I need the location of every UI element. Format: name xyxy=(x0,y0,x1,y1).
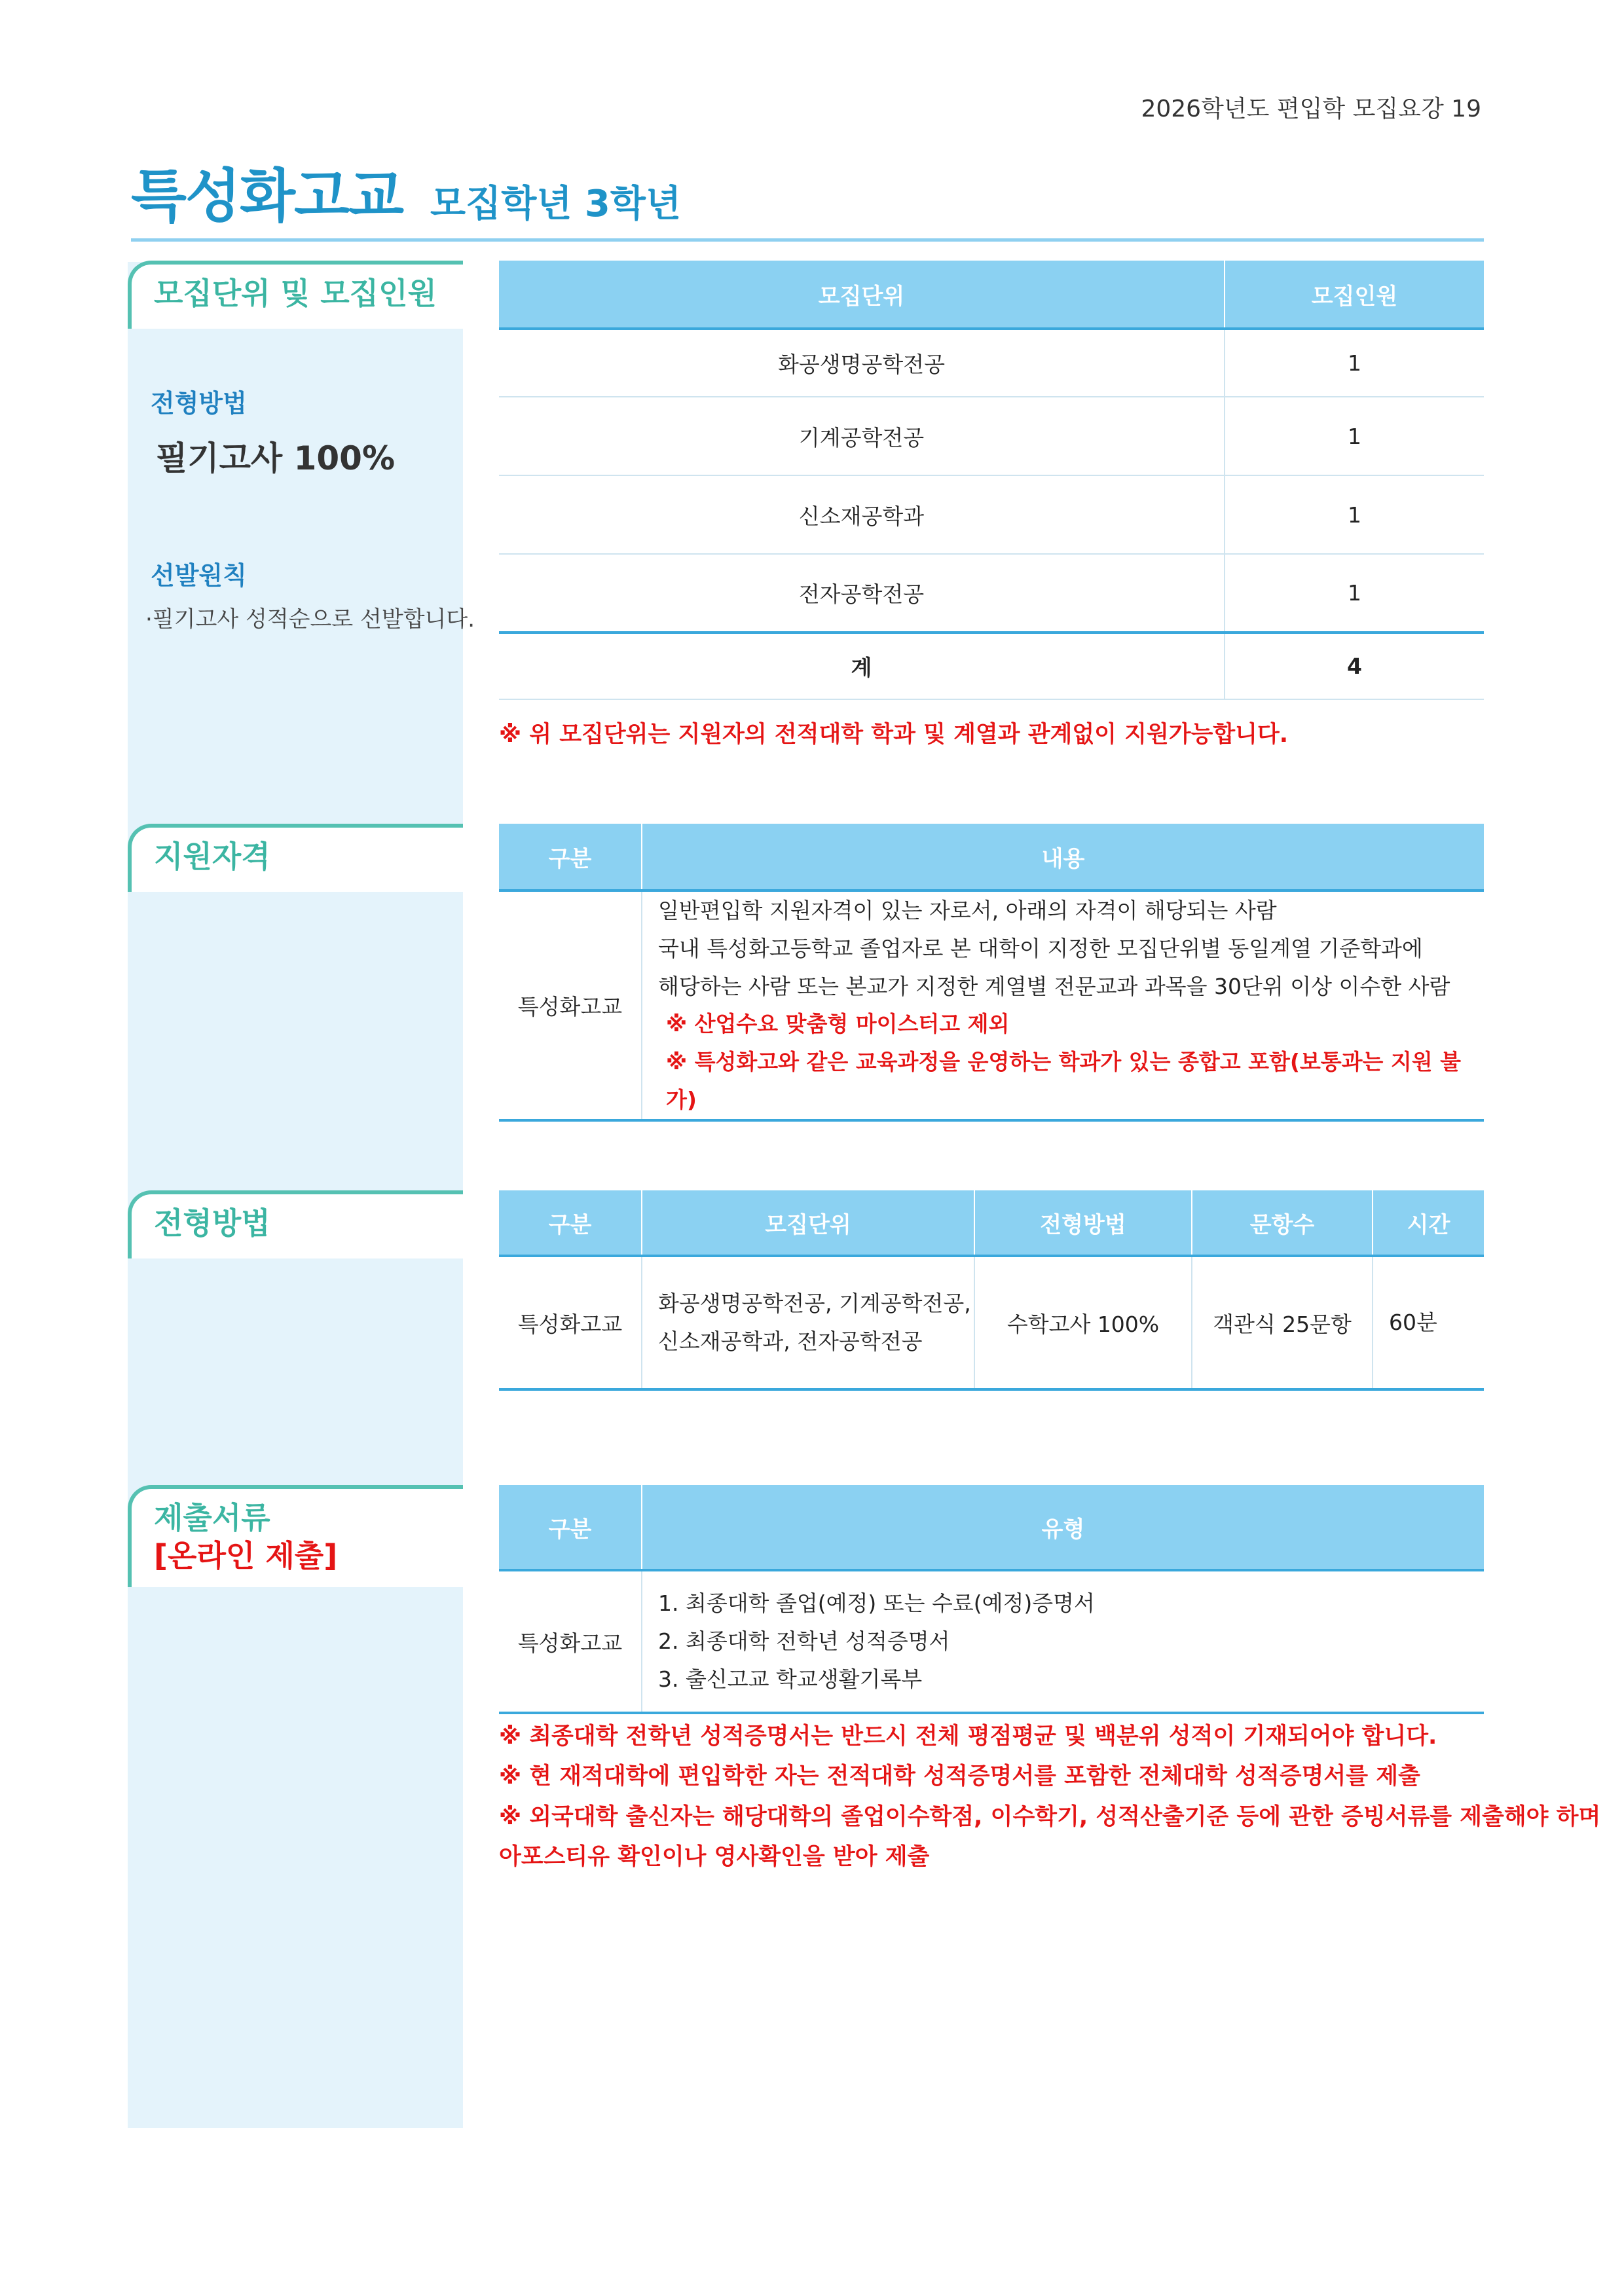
documents-note: 아포스티유 확인이나 영사확인을 받아 제출 xyxy=(499,1843,930,1870)
documents-online-label: [온라인 제출] xyxy=(154,1537,338,1573)
method-table xyxy=(499,1190,1484,1391)
list-item: 1. 최종대학 졸업(예정) 또는 수료(예정)증명서 xyxy=(658,1590,1095,1617)
sidebar-tab-method xyxy=(128,1190,463,1258)
title-sub: 모집학년 3학년 xyxy=(430,183,682,225)
method-value: 수학고사 100% xyxy=(974,1256,1192,1389)
table-row xyxy=(499,475,1484,554)
method-time: 60분 xyxy=(1373,1256,1484,1389)
eligibility-content xyxy=(642,890,1484,1120)
documents-category: 특성화고교 xyxy=(499,1570,642,1713)
sidebar-tab-title: 모집단위 및 모집인원 xyxy=(154,276,437,311)
method-units xyxy=(642,1256,974,1389)
quota-total-value: 4 xyxy=(1225,633,1484,699)
quota-note: ※ 위 모집단위는 지원자의 전적대학 학과 및 계열과 관계없이 지원가능합니다. xyxy=(499,722,1289,748)
sidebar-tab-title: 지원자격 xyxy=(154,839,270,874)
method-value: 필기고사 100% xyxy=(156,439,396,477)
quota-count: 1 xyxy=(1225,475,1484,554)
eligibility-line: 해당하는 사람 또는 본교가 지정한 계열별 전문교과 과목을 30단위 이상 이수한 사람 xyxy=(658,973,1450,999)
documents-notes xyxy=(499,1717,1600,1877)
method-header-category: 구분 xyxy=(499,1190,642,1256)
eligibility-inclusion: ※ 특성화고와 같은 교육과정을 운영하는 학과가 있는 종합고 포함(보통과는 지원 불가) xyxy=(666,1049,1462,1112)
eligibility-exclusion: ※ 산업수요 맞춤형 마이스터고 제외 xyxy=(666,1011,1010,1037)
method-units-line: 신소재공학과, 전자공학전공 xyxy=(658,1329,923,1354)
sidebar-tab-title: 전형방법 xyxy=(154,1205,270,1241)
method-header-questions: 문항수 xyxy=(1192,1190,1373,1256)
table-row xyxy=(499,1256,1484,1389)
method-header-units: 모집단위 xyxy=(642,1190,974,1256)
selection-label: 선발원칙 xyxy=(151,561,247,590)
method-header-time: 시간 xyxy=(1373,1190,1484,1256)
quota-count: 1 xyxy=(1225,397,1484,475)
eligibility-table xyxy=(499,824,1484,1122)
documents-note: ※ 최종대학 전학년 성적증명서는 반드시 전체 평점평균 및 백분위 성적이 기재되어야 합니다. xyxy=(499,1723,1437,1750)
method-label: 전형방법 xyxy=(151,389,247,418)
sidebar-tab-quota xyxy=(128,261,463,329)
documents-title: 제출서류 xyxy=(154,1500,270,1535)
sidebar-tab-eligibility xyxy=(128,824,463,892)
title-divider xyxy=(131,238,1484,242)
selection-value: ·필기고사 성적순으로 선발합니다. xyxy=(145,606,475,633)
page-title xyxy=(131,151,681,233)
quota-header-unit: 모집단위 xyxy=(499,261,1225,329)
quota-unit: 전자공학전공 xyxy=(499,554,1225,633)
table-row-total xyxy=(499,633,1484,699)
documents-note: ※ 현 재적대학에 편입학한 자는 전적대학 성적증명서를 포함한 전체대학 성적증명서를 제출 xyxy=(499,1763,1420,1790)
table-row xyxy=(499,397,1484,475)
table-row xyxy=(499,329,1484,397)
quota-total-label: 계 xyxy=(499,633,1225,699)
method-category: 특성화고교 xyxy=(499,1256,642,1389)
table-row xyxy=(499,554,1484,633)
quota-table xyxy=(499,261,1484,700)
quota-count: 1 xyxy=(1225,329,1484,397)
sidebar-tab-documents xyxy=(128,1485,463,1587)
eligibility-header-content: 내용 xyxy=(642,824,1484,890)
documents-header-type: 유형 xyxy=(642,1485,1484,1570)
method-header-method: 전형방법 xyxy=(974,1190,1192,1256)
method-questions: 객관식 25문항 xyxy=(1192,1256,1373,1389)
list-item: 2. 최종대학 전학년 성적증명서 xyxy=(658,1628,950,1655)
documents-header-category: 구분 xyxy=(499,1485,642,1570)
documents-list xyxy=(642,1570,1484,1713)
title-main: 특성화고교 xyxy=(131,162,403,230)
method-units-line: 화공생명공학전공, 기계공학전공, xyxy=(658,1291,971,1317)
documents-table xyxy=(499,1485,1484,1714)
quota-header-count: 모집인원 xyxy=(1225,261,1484,329)
list-item: 3. 출신고교 학교생활기록부 xyxy=(658,1666,923,1692)
eligibility-category: 특성화고교 xyxy=(499,890,642,1120)
sidebar-tab-title xyxy=(154,1499,337,1575)
eligibility-line: 일반편입학 지원자격이 있는 자로서, 아래의 자격이 해당되는 사람 xyxy=(658,898,1277,923)
eligibility-line: 국내 특성화고등학교 졸업자로 본 대학이 지정한 모집단위별 동일계열 기준학과에 xyxy=(658,935,1423,961)
page-header: 2026학년도 편입학 모집요강 19 xyxy=(1141,96,1481,122)
documents-note: ※ 외국대학 출신자는 해당대학의 졸업이수학점, 이수학기, 성적산출기준 등에 관한 증빙서류를 제출해야 하며 xyxy=(499,1803,1601,1830)
table-row xyxy=(499,890,1484,1120)
quota-count: 1 xyxy=(1225,554,1484,633)
quota-unit: 화공생명공학전공 xyxy=(499,329,1225,397)
eligibility-header-category: 구분 xyxy=(499,824,642,890)
quota-unit: 기계공학전공 xyxy=(499,397,1225,475)
quota-unit: 신소재공학과 xyxy=(499,475,1225,554)
table-row xyxy=(499,1570,1484,1713)
